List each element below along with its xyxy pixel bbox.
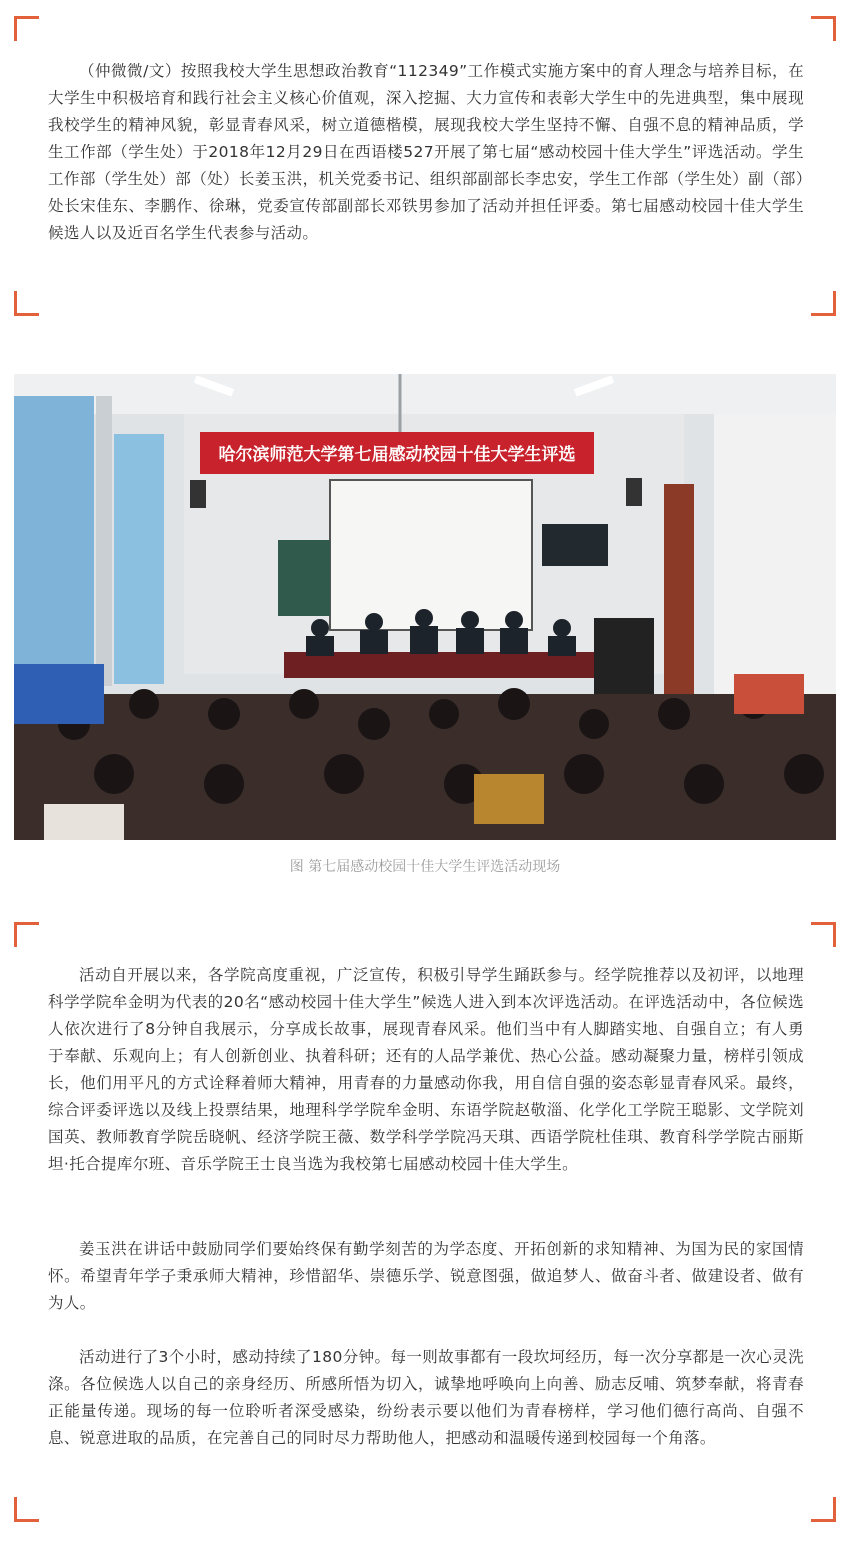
corner-top-left	[14, 922, 39, 947]
event-photo	[14, 374, 836, 840]
corner-bottom-right	[811, 291, 836, 316]
photo-caption: 图 第七届感动校园十佳大学生评选活动现场	[289, 859, 561, 875]
corner-top-right	[811, 922, 836, 947]
corner-top-left	[14, 16, 39, 41]
body-paragraph-2: 姜玉洪在讲话中鼓励同学们要始终保有勤学刻苦的为学态度、开拓创新的求知精神、为国为民的家国情怀。希望青年学子秉承师大精神，珍惜韶华、崇德乐学、锐意图强，做追梦人、做奋斗者、做建设者、做有为人。	[48, 1240, 804, 1312]
body-paragraph-1: 活动自开展以来，各学院高度重视，广泛宣传，积极引导学生踊跃参与。经学院推荐以及初评，以地理科学学院牟金明为代表的20名“感动校园十佳大学生”候选人进入到本次评选活动。在评选活动中，各位候选人依次进行了8分钟自我展示，分享成长故事，展现青春风采。他们当中有人脚踏实地、自强自立；有人勇于奉献、乐观向上；有人创新创业、执着科研；还有的人品学兼优、热心公益。感动凝聚力量，榜样引领成长，他们用平凡的方式诠释着师大精神，用青春的力量感动你我，用自信自强的姿态彰显青春风采。最终，综合评委评选以及线上投票结果，地理科学学院牟金明、东语学院赵敬淄、化学化工学院王聪影、文学院刘国英、教师教育学院岳晓帆、经济学院王薇、数学科学学院冯天琪、西语学院杜佳琪、教育科学学院古丽斯坦·托合提库尔班、音乐学院王士良当选为我校第七届感动校园十佳大学生。	[48, 966, 804, 1173]
intro-paragraph: （仲微微/文）按照我校大学生思想政治教育“112349”工作模式实施方案中的育人理念与培养目标，在大学生中积极培育和践行社会主义核心价值观，深入挖掘、大力宣传和表彰大学生中的先进典型，集中展现我校学生的精神风貌，彰显青春风采，树立道德楷模，展现我校大学生坚持不懈、自强不息的精神品质，学生工作部（学生处）于2018年12月29日在西语楼527开展了第七届“感动校园十佳大学生”评选活动。学生工作部（学生处）部（处）长姜玉洪，机关党委书记、组织部副部长李忠安，学生工作部（学生处）副（部）处长宋佳东、李鹏作、徐琳，党委宣传部副部长邓铁男参加了活动并担任评委。第七届感动校园十佳大学生候选人以及近百名学生代表参与活动。	[48, 62, 804, 242]
body-frame	[14, 922, 836, 1522]
corner-bottom-right	[811, 1497, 836, 1522]
corner-bottom-left	[14, 1497, 39, 1522]
corner-bottom-left	[14, 291, 39, 316]
corner-top-right	[811, 16, 836, 41]
intro-frame	[14, 16, 836, 316]
body-paragraph-3: 活动进行了3个小时，感动持续了180分钟。每一则故事都有一段坎坷经历，每一次分享都是一次心灵洗涤。各位候选人以自己的亲身经历、所感所悟为切入，诚挚地呼唤向上向善、励志反哺、筑梦奉献，将青春正能量传递。现场的每一位聆听者深受感染，纷纷表示要以他们为青春榜样，学习他们德行高尚、自强不息、锐意进取的品质，在完善自己的同时尽力帮助他人，把感动和温暖传递到校园每一个角落。	[48, 1348, 804, 1447]
banner-text: 哈尔滨师范大学第七届感动校园十佳大学生评选	[218, 445, 576, 465]
